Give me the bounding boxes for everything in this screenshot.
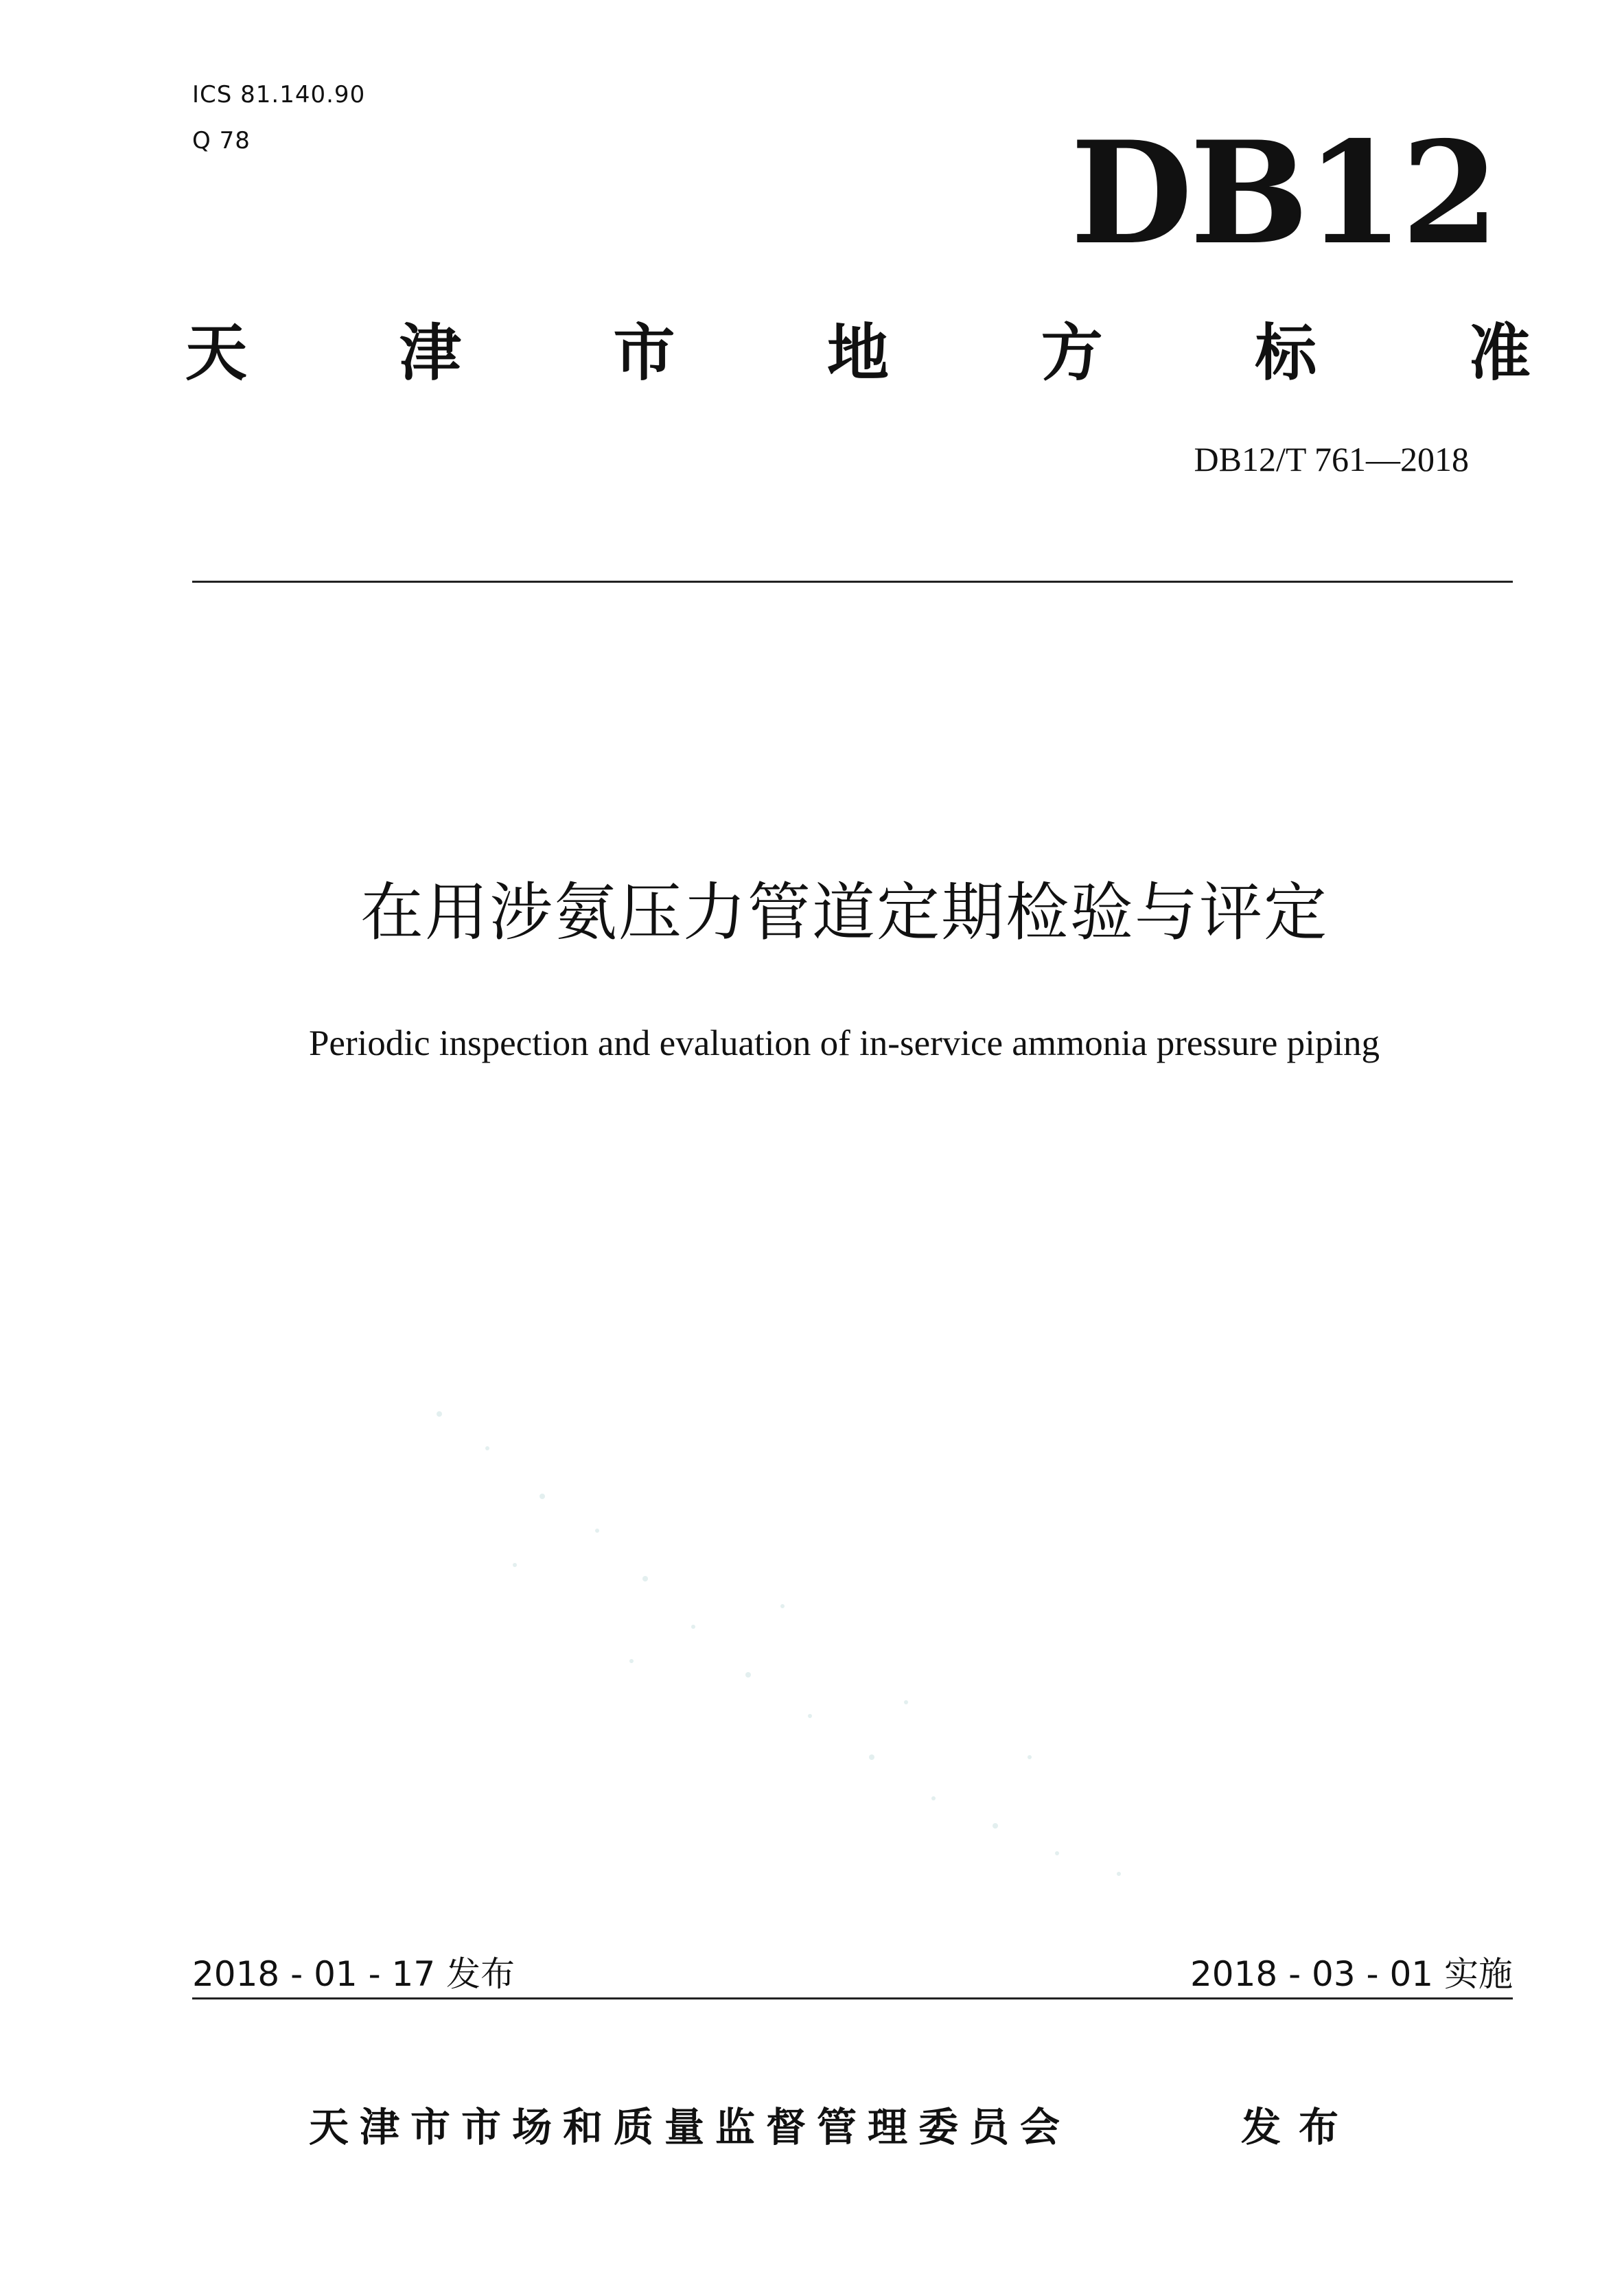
standard-number: DB12/T 761—2018 — [1194, 440, 1469, 478]
top-divider — [192, 581, 1513, 583]
bottom-divider — [192, 1997, 1513, 1999]
title-english: Periodic inspection and evaluation of in-service ammonia pressure piping — [308, 1023, 1380, 1063]
ics-code: ICS 81.140.90 — [192, 81, 366, 108]
standard-type-char: 天 — [185, 317, 247, 389]
standard-type-heading — [185, 316, 1531, 391]
issuing-authority: 天津市市场和质量监督管理委员会 — [309, 2104, 1071, 2150]
implementation-date: 2018 - 03 - 01 实施 — [1190, 1954, 1513, 1994]
issue-date: 2018 - 01 - 17 发布 — [192, 1954, 515, 1994]
standard-type-char: 准 — [1468, 317, 1531, 389]
standard-type-char: 地 — [826, 317, 889, 389]
standard-type-char: 津 — [399, 317, 461, 389]
standard-type-char: 标 — [1255, 317, 1317, 389]
ccs-code: Q 78 — [192, 127, 251, 154]
standard-type-char: 市 — [613, 317, 675, 389]
faint-watermark — [426, 1400, 1249, 1894]
standard-type-char: 方 — [1041, 317, 1103, 389]
standard-logo: DB12 — [1070, 111, 1496, 276]
issuing-action: 发布 — [1241, 2104, 1357, 2150]
title-chinese: 在用涉氨压力管道定期检验与评定 — [360, 876, 1328, 949]
